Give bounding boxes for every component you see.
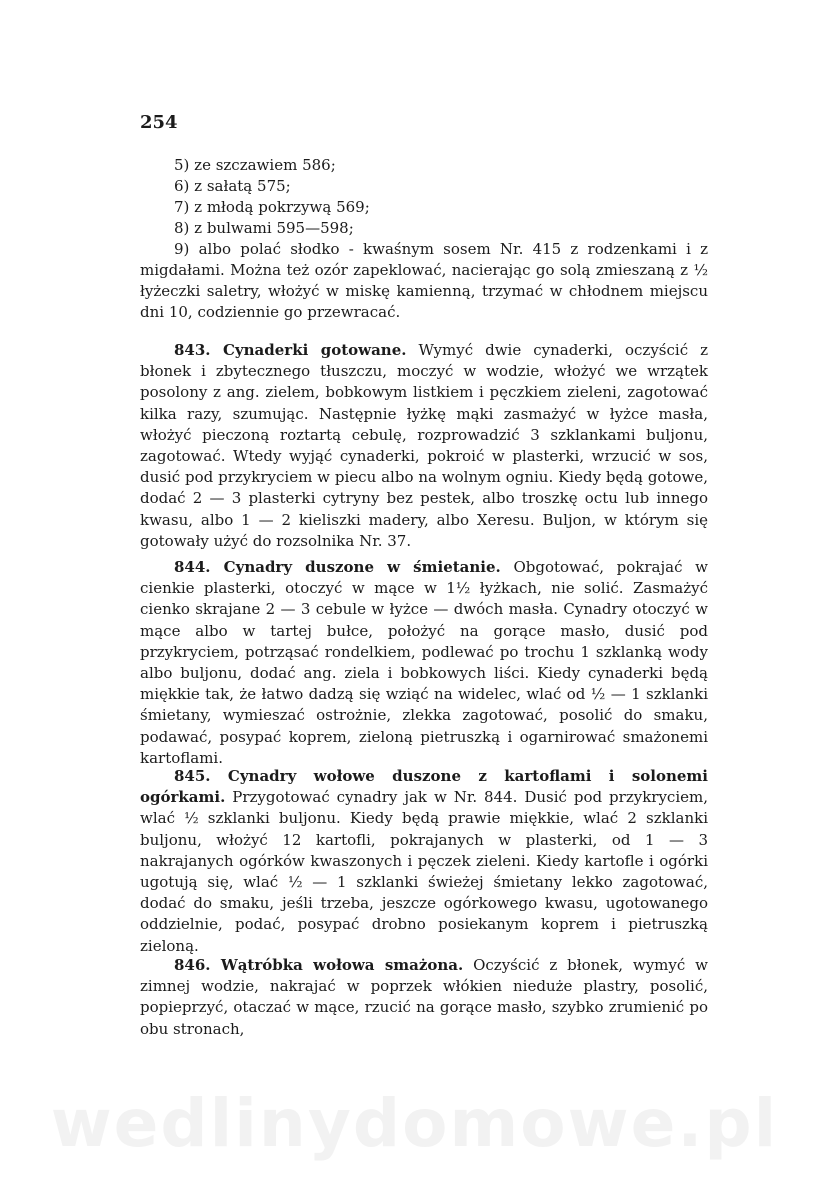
list-item: 7) z młodą pokrzywą 569;: [174, 198, 370, 216]
serving-options-list: [140, 155, 708, 323]
page-number: 254: [140, 112, 178, 133]
recipe-846: [140, 955, 708, 1040]
recipe-title: 844. Cynadry duszone w śmietanie.: [174, 558, 501, 576]
recipe-title: 846. Wątróbka wołowa smażona.: [174, 956, 464, 974]
list-item: 6) z sałatą 575;: [174, 177, 291, 195]
list-item: 5) ze szczawiem 586;: [174, 156, 336, 174]
recipe-title: 843. Cynaderki gotowane.: [174, 341, 407, 359]
recipe-text: Obgotować, pokrajać w cienkie plasterki, otoczyć w mące w 1½ łyżkach, nie solić. Zasmażyć cienko skrajane 2 — 3 cebule w łyżce — dwóch masła. Cynadry otoczyć w mące albo w tartej bułce, położyć na gorące masło, dusić pod przykryciem, potrząsać rondelkiem, podlewać po trochu 1 szklanką wody albo buljonu, dodać ang. ziela i bobkowych liści. Kiedy cynaderki będą miękkie tak, że łatwo dadzą się wziąć na widelec, wlać od ½ — 1 szklanki śmietany, wymieszać ostrożnie, zlekka zagotować, posolić do smaku, podawać, posypać koprem, zieloną pietruszką i ogarnirować smażonemi kartoflami.: [140, 558, 709, 767]
recipe-text: Wymyć dwie cynaderki, oczyścić z błonek i zbytecznego tłuszczu, moczyć w wodzie, włożyć we wrzątek posolony z ang. zielem, bobkowym listkiem i pęczkiem zieleni, zagotować kilka razy, szumując. Następnie łyżkę mąki zasmażyć w łyżce masła, włożyć pieczoną roztartą cebulę, rozprowadzić 3 szklankami buljonu, zagotować. Wtedy wyjąć cynaderki, pokroić w plasterki, wrzucić w sos, dusić pod przykryciem w piecu albo na wolnym ogniu. Kiedy będą gotowe, dodać 2 — 3 plasterki cytryny bez pestek, albo troszkę octu lub innego kwasu, albo 1 — 2 kieliszki madery, albo Xeresu. Buljon, w którym się gotowały użyć do rozsolnika Nr. 37.: [140, 341, 708, 550]
recipe-text: Oczyścić z błonek, wymyć w zimnej wodzie, nakrajać w poprzek włókien nieduże plastry, posolić, popieprzyć, otaczać w mące, rzucić na gorące masło, szybko zrumienić po obu stronach,: [140, 956, 708, 1038]
list-item: 8) z bulwami 595—598;: [174, 219, 354, 237]
recipe-title: 845. Cynadry wołowe duszone z kartoflami i solonemi ogórkami.: [140, 767, 708, 807]
recipe-843: [140, 340, 708, 552]
recipe-845: [140, 766, 708, 957]
list-item: 9) albo polać słodko - kwaśnym sosem Nr. 415 z rodzenkami i z migdałami. Można też ozór zapeklować, nacierając go solą zmieszaną z ½ łyżeczki saletry, włożyć w miskę kamienną, trzymać w chłodnem miejscu dni 10, codziennie go przewracać.: [140, 240, 708, 321]
recipe-844: [140, 557, 708, 769]
watermark: wedlinydomowe.pl: [50, 1085, 779, 1162]
recipe-text: Przygotować cynadry jak w Nr. 844. Dusić pod przykryciem, wlać ½ szklanki buljonu. Kiedy będą prawie miękkie, wlać 2 szklanki buljonu, włożyć 12 kartofli, pokrajanych w plasterki, od 1 — 3 nakrajanych ogórków kwaszonych i pęczek zieleni. Kiedy kartofle i ogórki ugotują się, wlać ½ — 1 szklanki świeżej śmietany lekko zagotować, dodać do smaku, jeśli trzeba, jeszcze ogórkowego kwasu, ugotowanego oddzielnie, podać, posypać drobno posiekanym koprem i pietruszką zieloną.: [140, 788, 708, 955]
